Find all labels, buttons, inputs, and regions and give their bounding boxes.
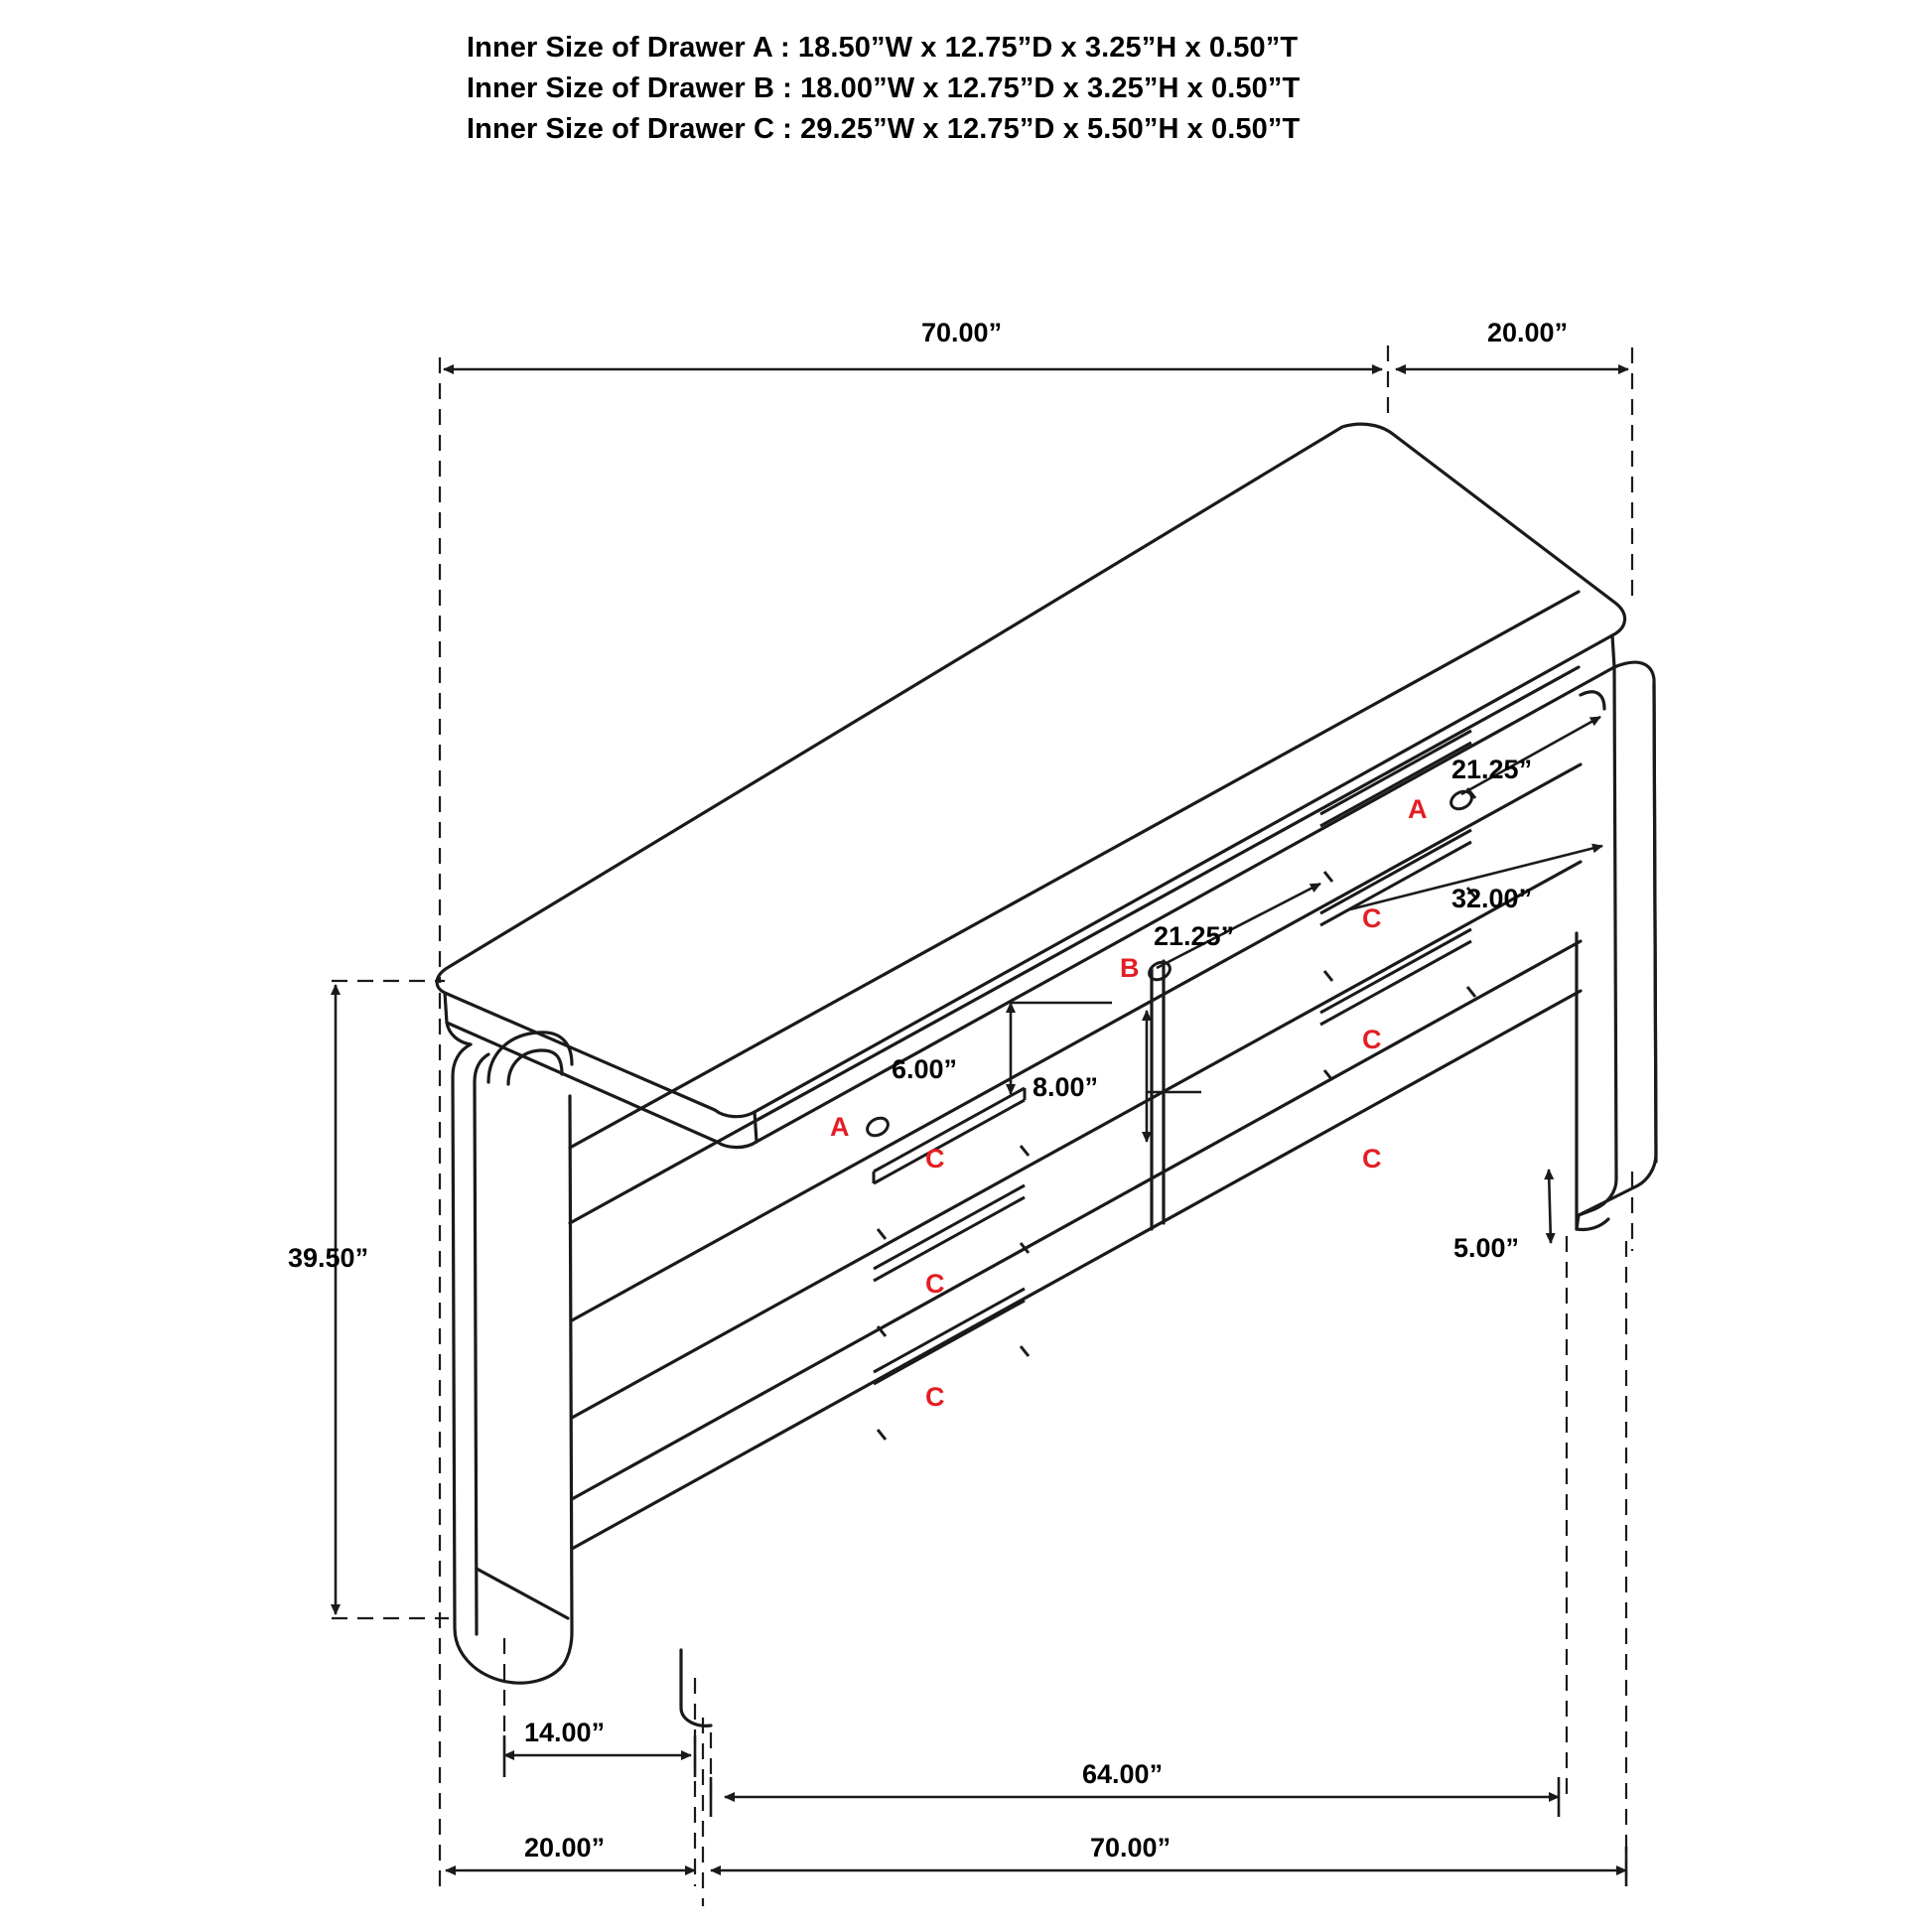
drawer-letter-b-center: B	[1120, 953, 1140, 983]
dimension-arrows	[336, 369, 1628, 1886]
dim-overall-width: 70.00”	[1090, 1833, 1172, 1863]
dim-drawer-b-width: 21.25”	[1154, 921, 1235, 951]
dim-top-width-main: 70.00”	[921, 318, 1003, 347]
drawer-letter-c-5: C	[925, 1269, 945, 1299]
spec-line-drawer-a: Inner Size of Drawer A : 18.50”W x 12.75”D x 3.25”H x 0.50”T	[467, 32, 1299, 64]
extension-lines	[332, 345, 1632, 1886]
dim-drawer-c-right-width: 32.00”	[1451, 884, 1533, 913]
spec-line-drawer-b: Inner Size of Drawer B : 18.00”W x 12.75”D x 3.25”H x 0.50”T	[467, 72, 1301, 105]
drawer-letter-a-right: A	[1408, 794, 1428, 824]
drawer-letter-c-4: C	[925, 1144, 945, 1173]
dim-height-6: 6.00”	[892, 1054, 958, 1084]
dim-drawer-a-right-width: 21.25”	[1451, 755, 1533, 784]
drawer-knobs	[865, 788, 1475, 1140]
dim-top-depth: 20.00”	[1487, 318, 1569, 347]
dim-height-8: 8.00”	[1033, 1072, 1099, 1102]
spec-line-drawer-c: Inner Size of Drawer C : 29.25”W x 12.75”D x 5.50”H x 0.50”T	[467, 113, 1301, 146]
drawer-letter-c-3: C	[1362, 1144, 1382, 1173]
drawer-letter-a-left: A	[830, 1112, 850, 1142]
drawer-letter-c-6: C	[925, 1382, 945, 1412]
dim-overall-height: 39.50”	[288, 1243, 369, 1273]
dim-height-5: 5.00”	[1453, 1233, 1520, 1263]
drawer-letter-c-2: C	[1362, 1025, 1382, 1054]
dim-side-depth: 20.00”	[524, 1833, 606, 1863]
drawer-letter-c-1: C	[1362, 903, 1382, 933]
dim-body-width: 64.00”	[1082, 1759, 1164, 1789]
dim-leg-offset: 14.00”	[524, 1718, 606, 1747]
